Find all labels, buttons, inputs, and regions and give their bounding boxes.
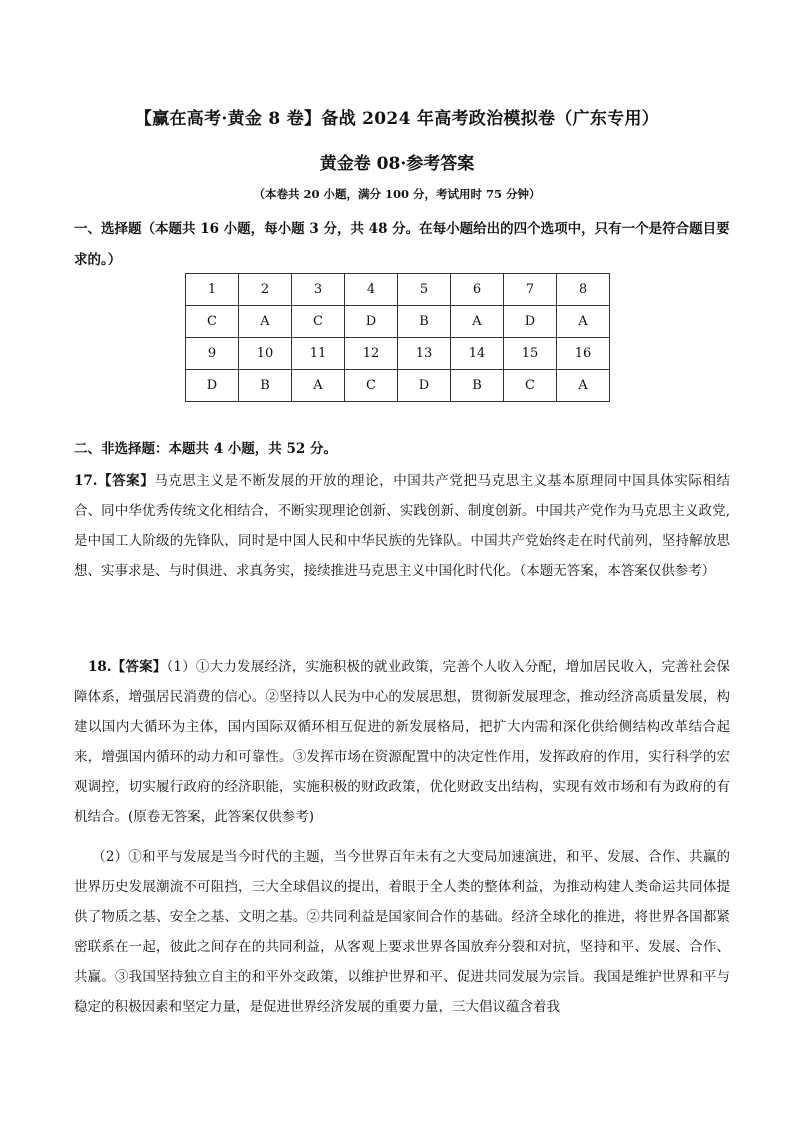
table-cell: 5 (398, 274, 451, 306)
table-row (186, 370, 610, 402)
section2-heading: 二、非选择题：本题共 4 小题，共 52 分。 (74, 441, 337, 457)
table-cell: A (451, 306, 504, 338)
table-cell: 9 (186, 338, 239, 370)
table-row (186, 274, 610, 306)
document-title: 【赢在高考·黄金 8 卷】备战 2024 年高考政治模拟卷（广东专用） (134, 109, 660, 129)
answer-17-text: 马克思主义是不断发展的开放的理论，中国共产党把马克思主义基本原理同中国具体实际相结合、同中华优秀传统文化相结合，不断实现理论创新、实践创新、制度创新。中国共产党作为马克思主义政党,是中国工人阶级的先锋队，同时是中国人民和中华民族的先锋队。中国共产党始终走在时代前列，坚持解放思想、实事求是、与时俱进、求真务实，接续推进马克思主义中国化时代化。（本题无答案，本答案仅供参考） (74, 473, 730, 579)
answer-table (185, 273, 610, 402)
table-row (186, 338, 610, 370)
table-cell: 4 (345, 274, 398, 306)
table-cell: D (398, 370, 451, 402)
table-cell: B (398, 306, 451, 338)
answer-18-part1 (74, 652, 730, 832)
table-cell: 10 (239, 338, 292, 370)
table-cell: B (451, 370, 504, 402)
table-cell: C (292, 306, 345, 338)
table-cell: 3 (292, 274, 345, 306)
table-cell: 14 (451, 338, 504, 370)
answer-18-part2-text: （2）①和平与发展是当今时代的主题，当今世界百年未有之大变局加速演进，和平、发展、合作、共赢的世界历史发展潮流不可阻挡，三大全球倡议的提出，着眼于全人类的整体利益，为推动构建人类命运共同体提供了物质之基、安全之基、文明之基。②共同利益是国家间合作的基础。经济全球化的推进，将世界各国都紧密联系在一起，彼此之间存在的共同利益，从客观上要求世界各国放弃分裂和对抗，坚持和平、发展、合作、共赢。③我国坚持独立自主的和平外交政策，以维护世界和平、促进共同发展为宗旨。我国是维护世界和平与稳定的积极因素和坚定力量，是促进世界经济发展的重要力量，三大倡议蕴含着我 (74, 849, 730, 1015)
table-cell: 13 (398, 338, 451, 370)
table-cell: 8 (557, 274, 610, 306)
table-cell: 2 (239, 274, 292, 306)
table-cell: D (504, 306, 557, 338)
section1-heading: 一、选择题（本题共 16 小题，每小题 3 分，共 48 分。在每小题给出的四个选项中，只有一个是符合题目要求的。） (74, 221, 730, 268)
table-cell: A (239, 306, 292, 338)
table-row (186, 306, 610, 338)
document-subtitle: 黄金卷 08·参考答案 (319, 154, 475, 174)
table-cell: 6 (451, 274, 504, 306)
table-cell: 7 (504, 274, 557, 306)
table-cell: D (345, 306, 398, 338)
answer-17-label: 17.【答案】 (74, 473, 155, 489)
table-cell: B (239, 370, 292, 402)
table-cell: D (186, 370, 239, 402)
table-cell: C (186, 306, 239, 338)
table-cell: 16 (557, 338, 610, 370)
table-cell: C (504, 370, 557, 402)
table-cell: 1 (186, 274, 239, 306)
table-cell: A (557, 306, 610, 338)
table-cell: A (292, 370, 345, 402)
table-cell: 12 (345, 338, 398, 370)
answer-18-label: 18.【答案】 (88, 659, 167, 675)
table-cell: C (345, 370, 398, 402)
answer-18-part2 (74, 842, 730, 1022)
exam-note: （本卷共 20 小题，满分 100 分，考试用时 75 分钟） (253, 187, 541, 201)
answer-18-part1-text: （1）①大力发展经济，实施积极的就业政策，完善个人收入分配，增加居民收入，完善社会保障体系，增强居民消费的信心。②坚持以人民为中心的发展思想，贯彻新发展理念，推动经济高质量发展，构建以国内大循环为主体，国内国际双循环相互促进的新发展格局，把扩大内需和深化供给侧结构改革结合起来，增强国内循环的动力和可靠性。③发挥市场在资源配置中的决定性作用，发挥政府的作用，实行科学的宏观调控，切实履行政府的经济职能，实施积极的财政政策，优化财政支出结构，实现有效市场和有为政府的有机结合。(原卷无答案，此答案仅供参考) (74, 659, 730, 825)
answer-17 (74, 466, 730, 586)
table-cell: 11 (292, 338, 345, 370)
table-cell: 15 (504, 338, 557, 370)
table-cell: A (557, 370, 610, 402)
